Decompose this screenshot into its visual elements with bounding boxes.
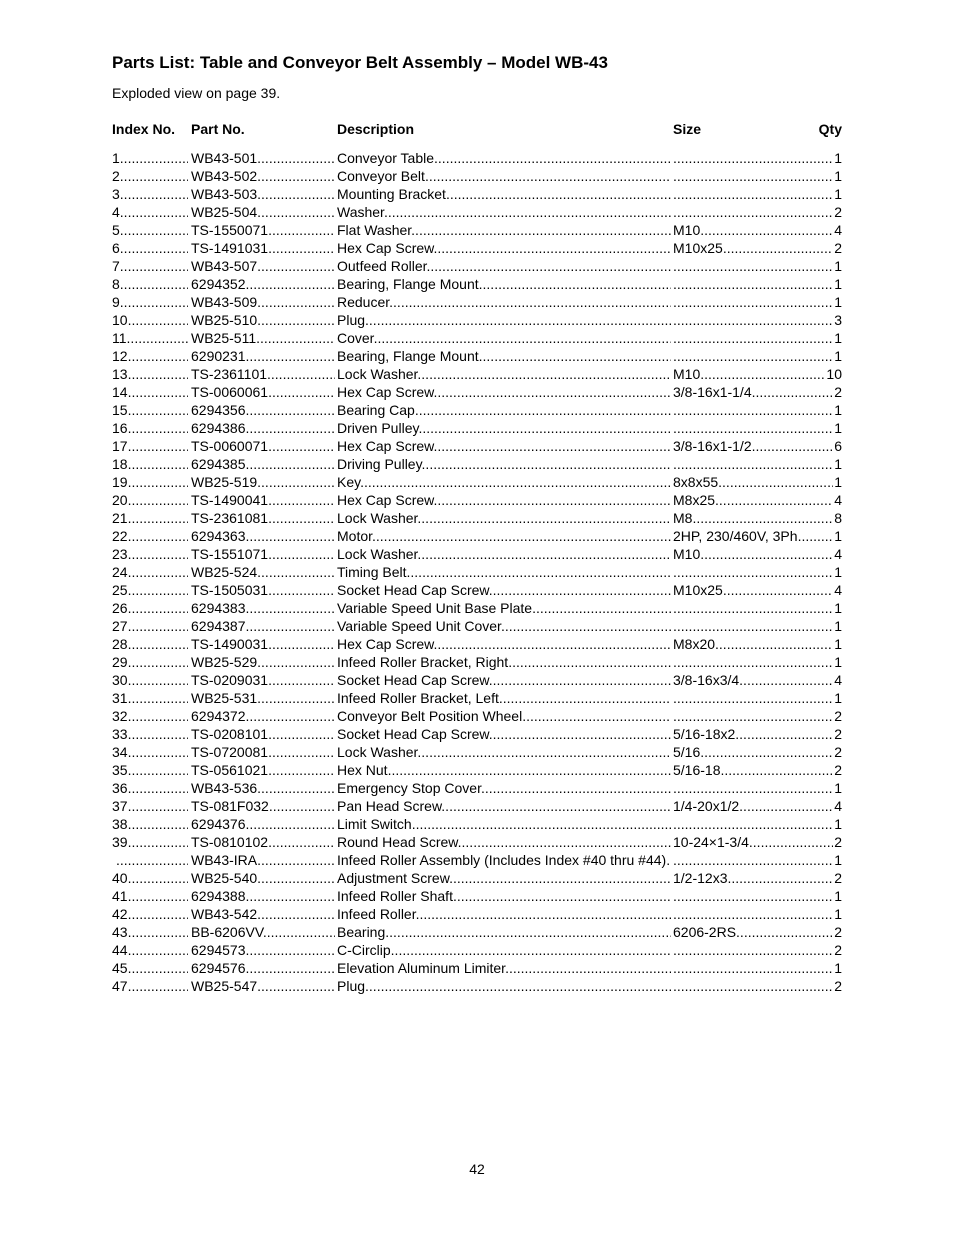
index-cell: 10 ..... (112, 311, 188, 329)
table-row (112, 905, 842, 923)
size-cell (673, 419, 833, 437)
part-no-cell: 6294372 ..... (191, 707, 335, 725)
description-cell: Reducer ..... (337, 293, 671, 311)
index-cell: 9 ..... (112, 293, 188, 311)
qty-cell: 1 (834, 474, 842, 490)
description-cell: Infeed Roller Bracket, Left ..... (337, 689, 671, 707)
size-cell (673, 293, 833, 311)
size-cell: 1/2-12x3 ..... (673, 869, 833, 887)
qty-cell: 1 (834, 888, 842, 904)
qty-cell: 2 (834, 708, 842, 724)
table-row (112, 185, 842, 203)
part-no-cell: TS-0060061 ..... (191, 383, 335, 401)
index-cell: 18 ..... (112, 455, 188, 473)
qty-cell: 1 (834, 420, 842, 436)
size-cell (673, 275, 833, 293)
header-description: Description (337, 121, 415, 137)
part-no-cell: TS-1505031 ..... (191, 581, 335, 599)
index-cell: 21 ..... (112, 509, 188, 527)
qty-cell: 2 (834, 762, 842, 778)
index-cell: 29 ..... (112, 653, 188, 671)
index-cell: 22 ..... (112, 527, 188, 545)
table-row (112, 473, 842, 491)
description-cell: Lock Washer ..... (337, 509, 671, 527)
qty-cell: 1 (834, 618, 842, 634)
index-cell: 41 ..... (112, 887, 188, 905)
part-no-cell: WB25-547 ..... (191, 977, 335, 995)
qty-cell: 1 (834, 654, 842, 670)
qty-cell: 1 (834, 600, 842, 616)
size-cell (673, 599, 833, 617)
part-no-cell: 6294376 ..... (191, 815, 335, 833)
table-row (112, 455, 842, 473)
description-cell: Plug ..... (337, 311, 671, 329)
page-subtitle: Exploded view on page 39. (112, 85, 281, 101)
description-cell: Socket Head Cap Screw ..... (337, 581, 671, 599)
index-cell: 30 ..... (112, 671, 188, 689)
qty-cell: 10 (826, 366, 842, 382)
index-cell: 28 ..... (112, 635, 188, 653)
table-row (112, 239, 842, 257)
index-cell: 45 ..... (112, 959, 188, 977)
table-row (112, 671, 842, 689)
table-row (112, 851, 842, 869)
table-row (112, 833, 842, 851)
qty-cell: 8 (834, 510, 842, 526)
index-cell: 43 ..... (112, 923, 188, 941)
size-cell: M8 ..... (673, 509, 833, 527)
qty-cell: 1 (834, 690, 842, 706)
size-cell: 5/16-18x2 ..... (673, 725, 833, 743)
qty-cell: 2 (834, 870, 842, 886)
part-no-cell: WB25-540 ..... (191, 869, 335, 887)
part-no-cell: 6294573 ..... (191, 941, 335, 959)
table-row (112, 527, 842, 545)
size-cell (673, 707, 833, 725)
size-cell (673, 779, 833, 797)
part-no-cell: TS-1490031 ..... (191, 635, 335, 653)
index-cell: 17 ..... (112, 437, 188, 455)
index-cell: 34 ..... (112, 743, 188, 761)
size-cell: M10x25 ..... (673, 581, 833, 599)
qty-cell: 1 (834, 528, 842, 544)
size-cell (673, 941, 833, 959)
size-cell: 5/16-18 ..... (673, 761, 833, 779)
description-cell: Motor ..... (337, 527, 671, 545)
part-no-cell: 6294363 ..... (191, 527, 335, 545)
description-cell: Conveyor Belt ..... (337, 167, 671, 185)
size-cell (673, 617, 833, 635)
part-no-cell: 6294385 ..... (191, 455, 335, 473)
parts-list-table (112, 149, 842, 995)
qty-cell: 1 (834, 276, 842, 292)
index-cell: 38 ..... (112, 815, 188, 833)
qty-cell: 1 (834, 294, 842, 310)
index-cell: 37 ..... (112, 797, 188, 815)
description-cell: Timing Belt ..... (337, 563, 671, 581)
size-cell (673, 311, 833, 329)
part-no-cell: TS-0060071 ..... (191, 437, 335, 455)
index-cell: 33 ..... (112, 725, 188, 743)
description-cell: Infeed Roller Shaft ..... (337, 887, 671, 905)
description-cell: Lock Washer ..... (337, 743, 671, 761)
size-cell (673, 203, 833, 221)
description-cell: Variable Speed Unit Cover ..... (337, 617, 671, 635)
size-cell: M8x20 ..... (673, 635, 833, 653)
qty-cell: 1 (834, 816, 842, 832)
qty-cell: 1 (834, 564, 842, 580)
description-cell: Pan Head Screw ..... (337, 797, 671, 815)
index-cell: 32 ..... (112, 707, 188, 725)
table-row (112, 257, 842, 275)
part-no-cell: WB25-504 ..... (191, 203, 335, 221)
table-row (112, 617, 842, 635)
index-cell: 35 ..... (112, 761, 188, 779)
index-cell: 42 ..... (112, 905, 188, 923)
description-cell: Emergency Stop Cover ..... (337, 779, 671, 797)
size-cell (673, 167, 833, 185)
description-cell: Hex Cap Screw ..... (337, 437, 671, 455)
index-cell: 2 ..... (112, 167, 188, 185)
table-row (112, 635, 842, 653)
part-no-cell: TS-2361101 ..... (191, 365, 335, 383)
part-no-cell: WB25-531 ..... (191, 689, 335, 707)
table-row (112, 401, 842, 419)
index-cell: 26 ..... (112, 599, 188, 617)
table-row (112, 959, 842, 977)
description-cell: Infeed Roller Assembly (Includes Index #40 thru #44) ..... (337, 851, 671, 869)
size-cell: M10 ..... (673, 221, 833, 239)
index-cell: 1 ..... (112, 149, 188, 167)
size-cell (673, 851, 833, 869)
part-no-cell: WB25-529 ..... (191, 653, 335, 671)
header-qty: Qty (818, 121, 842, 137)
index-cell: 4 ..... (112, 203, 188, 221)
qty-cell: 1 (834, 852, 842, 868)
table-row (112, 203, 842, 221)
size-cell: 6206-2RS ..... (673, 923, 833, 941)
qty-cell: 2 (834, 726, 842, 742)
qty-cell: 1 (834, 258, 842, 274)
qty-cell: 1 (834, 456, 842, 472)
description-cell: Cover ..... (337, 329, 671, 347)
index-cell: 40 ..... (112, 869, 188, 887)
index-cell: 24 ..... (112, 563, 188, 581)
part-no-cell: WB43-503 ..... (191, 185, 335, 203)
table-row (112, 743, 842, 761)
size-cell: 10-24×1-3/4 ..... (673, 833, 833, 851)
table-row (112, 887, 842, 905)
qty-cell: 1 (834, 636, 842, 652)
qty-cell: 1 (834, 186, 842, 202)
size-cell: M10 ..... (673, 365, 833, 383)
size-cell: 5/16 ..... (673, 743, 833, 761)
part-no-cell: WB43-501 ..... (191, 149, 335, 167)
table-row (112, 491, 842, 509)
qty-cell: 2 (834, 942, 842, 958)
size-cell (673, 887, 833, 905)
table-row (112, 329, 842, 347)
table-row (112, 221, 842, 239)
part-no-cell: 6294386 ..... (191, 419, 335, 437)
qty-cell: 4 (834, 672, 842, 688)
qty-cell: 3 (834, 312, 842, 328)
table-row (112, 509, 842, 527)
description-cell: Hex Cap Screw ..... (337, 239, 671, 257)
index-cell: 44 ..... (112, 941, 188, 959)
description-cell: C-Circlip ..... (337, 941, 671, 959)
qty-cell: 4 (834, 546, 842, 562)
description-cell: Socket Head Cap Screw ..... (337, 671, 671, 689)
size-cell (673, 455, 833, 473)
description-cell: Flat Washer ..... (337, 221, 671, 239)
part-no-cell: WB43-536 ..... (191, 779, 335, 797)
size-cell: M8x25 ..... (673, 491, 833, 509)
part-no-cell: TS-081F032 ..... (191, 797, 335, 815)
header-part-no: Part No. (191, 121, 245, 137)
description-cell: Bearing, Flange Mount ..... (337, 275, 671, 293)
description-cell: Key ..... (337, 473, 671, 491)
table-row (112, 599, 842, 617)
index-cell: 27 ..... (112, 617, 188, 635)
size-cell (673, 185, 833, 203)
part-no-cell: WB43-IRA ..... (191, 851, 335, 869)
table-row (112, 311, 842, 329)
index-cell: 36 ..... (112, 779, 188, 797)
size-cell (673, 689, 833, 707)
index-cell: 19 ..... (112, 473, 188, 491)
table-row (112, 707, 842, 725)
description-cell: Plug ..... (337, 977, 671, 995)
description-cell: Lock Washer ..... (337, 365, 671, 383)
size-cell (673, 563, 833, 581)
qty-cell: 1 (834, 402, 842, 418)
description-cell: Conveyor Belt Position Wheel ..... (337, 707, 671, 725)
size-cell (673, 815, 833, 833)
part-no-cell: TS-2361081 ..... (191, 509, 335, 527)
qty-cell: 1 (834, 330, 842, 346)
description-cell: Outfeed Roller ..... (337, 257, 671, 275)
index-cell: 47 ..... (112, 977, 188, 995)
page-number: 42 (469, 1161, 485, 1177)
size-cell (673, 401, 833, 419)
part-no-cell: 6294356 ..... (191, 401, 335, 419)
table-row (112, 653, 842, 671)
description-cell: Driven Pulley ..... (337, 419, 671, 437)
header-index-no: Index No. (112, 121, 176, 137)
table-header (112, 121, 842, 139)
qty-cell: 1 (834, 168, 842, 184)
qty-cell: 2 (834, 204, 842, 220)
part-no-cell: 6294387 ..... (191, 617, 335, 635)
qty-cell: 2 (834, 978, 842, 994)
description-cell: Variable Speed Unit Base Plate ..... (337, 599, 671, 617)
description-cell: Infeed Roller ..... (337, 905, 671, 923)
description-cell: Conveyor Table ..... (337, 149, 671, 167)
page-title: Parts List: Table and Conveyor Belt Assembly – Model WB-43 (112, 53, 608, 72)
size-cell: M10 ..... (673, 545, 833, 563)
table-row (112, 581, 842, 599)
table-row (112, 725, 842, 743)
description-cell: Elevation Aluminum Limiter ..... (337, 959, 671, 977)
qty-cell: 2 (834, 240, 842, 256)
table-row (112, 869, 842, 887)
part-no-cell: TS-1491031 ..... (191, 239, 335, 257)
part-no-cell: WB25-524 ..... (191, 563, 335, 581)
description-cell: Socket Head Cap Screw ..... (337, 725, 671, 743)
table-row (112, 347, 842, 365)
part-no-cell: TS-0561021 ..... (191, 761, 335, 779)
part-no-cell: TS-1490041 ..... (191, 491, 335, 509)
qty-cell: 4 (834, 582, 842, 598)
qty-cell: 1 (834, 348, 842, 364)
table-row (112, 977, 842, 995)
index-cell: 12 ..... (112, 347, 188, 365)
size-cell: 3/8-16x1-1/4 ..... (673, 383, 833, 401)
description-cell: Hex Nut ..... (337, 761, 671, 779)
description-cell: Driving Pulley ..... (337, 455, 671, 473)
table-row (112, 797, 842, 815)
index-cell: 5 ..... (112, 221, 188, 239)
part-no-cell: 6290231 ..... (191, 347, 335, 365)
index-cell: 31 ..... (112, 689, 188, 707)
qty-cell: 2 (834, 744, 842, 760)
table-row (112, 419, 842, 437)
description-cell: Hex Cap Screw ..... (337, 635, 671, 653)
part-no-cell: 6294383 ..... (191, 599, 335, 617)
table-row (112, 923, 842, 941)
qty-cell: 2 (834, 384, 842, 400)
description-cell: Hex Cap Screw ..... (337, 383, 671, 401)
size-cell: 1/4-20x1/2 ..... (673, 797, 833, 815)
table-row (112, 761, 842, 779)
part-no-cell: WB43-542 ..... (191, 905, 335, 923)
part-no-cell: TS-0209031 ..... (191, 671, 335, 689)
index-cell: 3 ..... (112, 185, 188, 203)
index-cell: 11 ..... (112, 329, 188, 347)
description-cell: Infeed Roller Bracket, Right ..... (337, 653, 671, 671)
table-row (112, 293, 842, 311)
index-cell: 25 ..... (112, 581, 188, 599)
size-cell: 2HP, 230/460V, 3Ph ..... (673, 527, 833, 545)
part-no-cell: 6294352 ..... (191, 275, 335, 293)
index-cell: 14 ..... (112, 383, 188, 401)
qty-cell: 6 (834, 438, 842, 454)
size-cell (673, 653, 833, 671)
index-cell: 39 ..... (112, 833, 188, 851)
part-no-cell: WB25-519 ..... (191, 473, 335, 491)
part-no-cell: 6294388 ..... (191, 887, 335, 905)
size-cell (673, 977, 833, 995)
part-no-cell: WB25-511 ..... (191, 329, 335, 347)
table-row (112, 815, 842, 833)
qty-cell: 2 (834, 924, 842, 940)
qty-cell: 1 (834, 906, 842, 922)
size-cell (673, 149, 833, 167)
index-cell: 23 ..... (112, 545, 188, 563)
table-row (112, 167, 842, 185)
index-cell (116, 851, 188, 869)
size-cell (673, 329, 833, 347)
size-cell: 3/8-16x1-1/2 ..... (673, 437, 833, 455)
description-cell: Hex Cap Screw ..... (337, 491, 671, 509)
index-cell: 16 ..... (112, 419, 188, 437)
part-no-cell: TS-0810102 ..... (191, 833, 335, 851)
size-cell: 8x8x55 ..... (673, 473, 833, 491)
size-cell: M10x25 ..... (673, 239, 833, 257)
table-row (112, 545, 842, 563)
table-row (112, 563, 842, 581)
qty-cell: 4 (834, 492, 842, 508)
qty-cell: 1 (834, 960, 842, 976)
table-row (112, 689, 842, 707)
index-cell: 15 ..... (112, 401, 188, 419)
description-cell: Limit Switch ..... (337, 815, 671, 833)
table-row (112, 779, 842, 797)
part-no-cell: WB25-510 ..... (191, 311, 335, 329)
index-cell: 20 ..... (112, 491, 188, 509)
table-row (112, 383, 842, 401)
description-cell: Adjustment Screw ..... (337, 869, 671, 887)
index-cell: 13 ..... (112, 365, 188, 383)
part-no-cell: BB-6206VV ..... (191, 923, 335, 941)
header-size: Size (673, 121, 702, 137)
size-cell: 3/8-16x3/4 ..... (673, 671, 833, 689)
table-row (112, 941, 842, 959)
part-no-cell: TS-0208101 ..... (191, 725, 335, 743)
part-no-cell: WB43-507 ..... (191, 257, 335, 275)
table-row (112, 149, 842, 167)
index-cell: 7 ..... (112, 257, 188, 275)
qty-cell: 1 (834, 780, 842, 796)
qty-cell: 4 (834, 798, 842, 814)
size-cell (673, 257, 833, 275)
table-row (112, 365, 842, 383)
part-no-cell: TS-1550071 ..... (191, 221, 335, 239)
description-cell: Bearing, Flange Mount ..... (337, 347, 671, 365)
description-cell: Mounting Bracket ..... (337, 185, 671, 203)
part-no-cell: TS-0720081 ..... (191, 743, 335, 761)
description-cell: Lock Washer ..... (337, 545, 671, 563)
description-cell: Round Head Screw ..... (337, 833, 671, 851)
part-no-cell: TS-1551071 ..... (191, 545, 335, 563)
size-cell (673, 959, 833, 977)
table-row (112, 275, 842, 293)
part-no-cell: WB43-509 ..... (191, 293, 335, 311)
table-row (112, 437, 842, 455)
index-cell: 6 ..... (112, 239, 188, 257)
description-cell: Bearing Cap ..... (337, 401, 671, 419)
description-cell: Bearing ..... (337, 923, 671, 941)
description-cell: Washer ..... (337, 203, 671, 221)
qty-cell: 2 (834, 834, 842, 850)
qty-cell: 4 (834, 222, 842, 238)
part-no-cell: 6294576 ..... (191, 959, 335, 977)
part-no-cell: WB43-502 ..... (191, 167, 335, 185)
size-cell (673, 347, 833, 365)
size-cell (673, 905, 833, 923)
index-cell: 8 ..... (112, 275, 188, 293)
qty-cell: 1 (834, 150, 842, 166)
